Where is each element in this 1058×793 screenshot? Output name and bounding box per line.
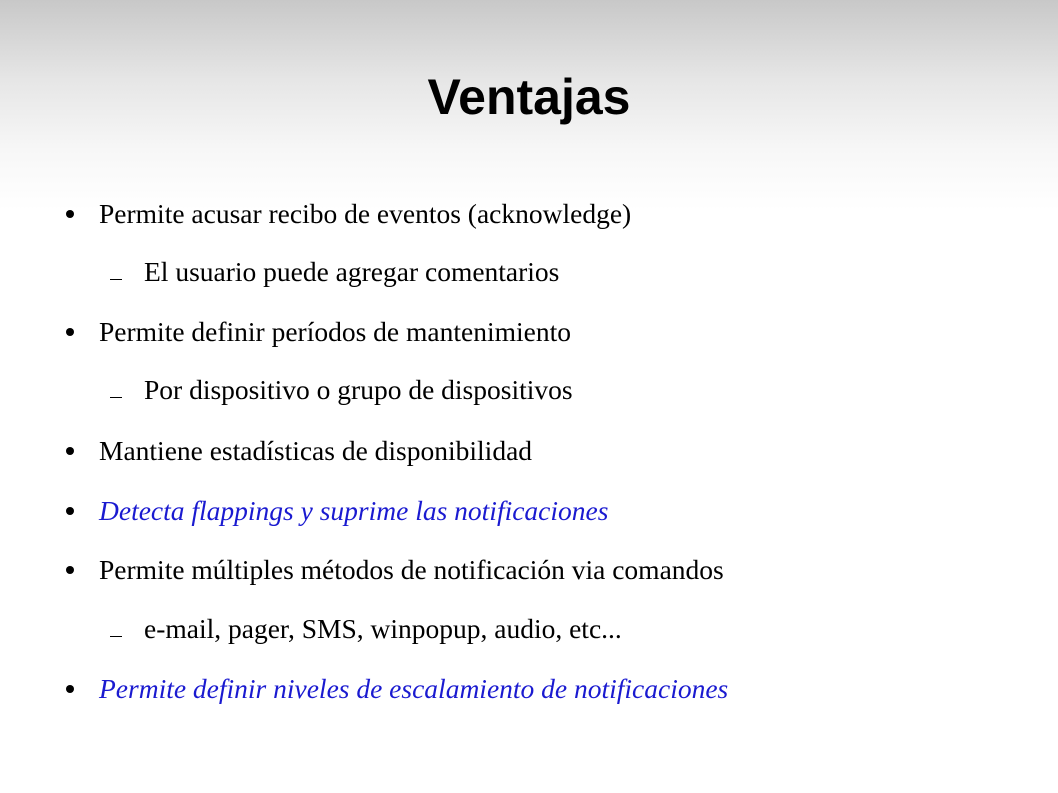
list-item: Detecta flappings y suprime las notificaciones — [99, 495, 609, 526]
bullet-icon — [66, 328, 74, 336]
list-item: e-mail, pager, SMS, winpopup, audio, etc... — [144, 613, 622, 644]
list-item: Permite definir períodos de mantenimiento — [99, 316, 571, 347]
dash-icon — [110, 279, 122, 280]
slide-title: Ventajas — [427, 69, 631, 125]
list-item: Permite definir niveles de escalamiento de notificaciones — [99, 673, 729, 704]
list-item: Permite múltiples métodos de notificación via comandos — [99, 554, 724, 585]
list-item: Mantiene estadísticas de disponibilidad — [99, 435, 533, 466]
bullet-icon — [66, 507, 74, 515]
dash-icon — [110, 397, 122, 398]
list-item: Por dispositivo o grupo de dispositivos — [144, 374, 573, 405]
bullet-icon — [66, 566, 74, 574]
bullet-icon — [66, 447, 74, 455]
bullet-icon — [66, 210, 74, 218]
dash-icon — [110, 636, 122, 637]
bullet-icon — [66, 685, 74, 693]
list-item: El usuario puede agregar comentarios — [144, 256, 560, 287]
list-item: Permite acusar recibo de eventos (acknowledge) — [99, 198, 632, 229]
